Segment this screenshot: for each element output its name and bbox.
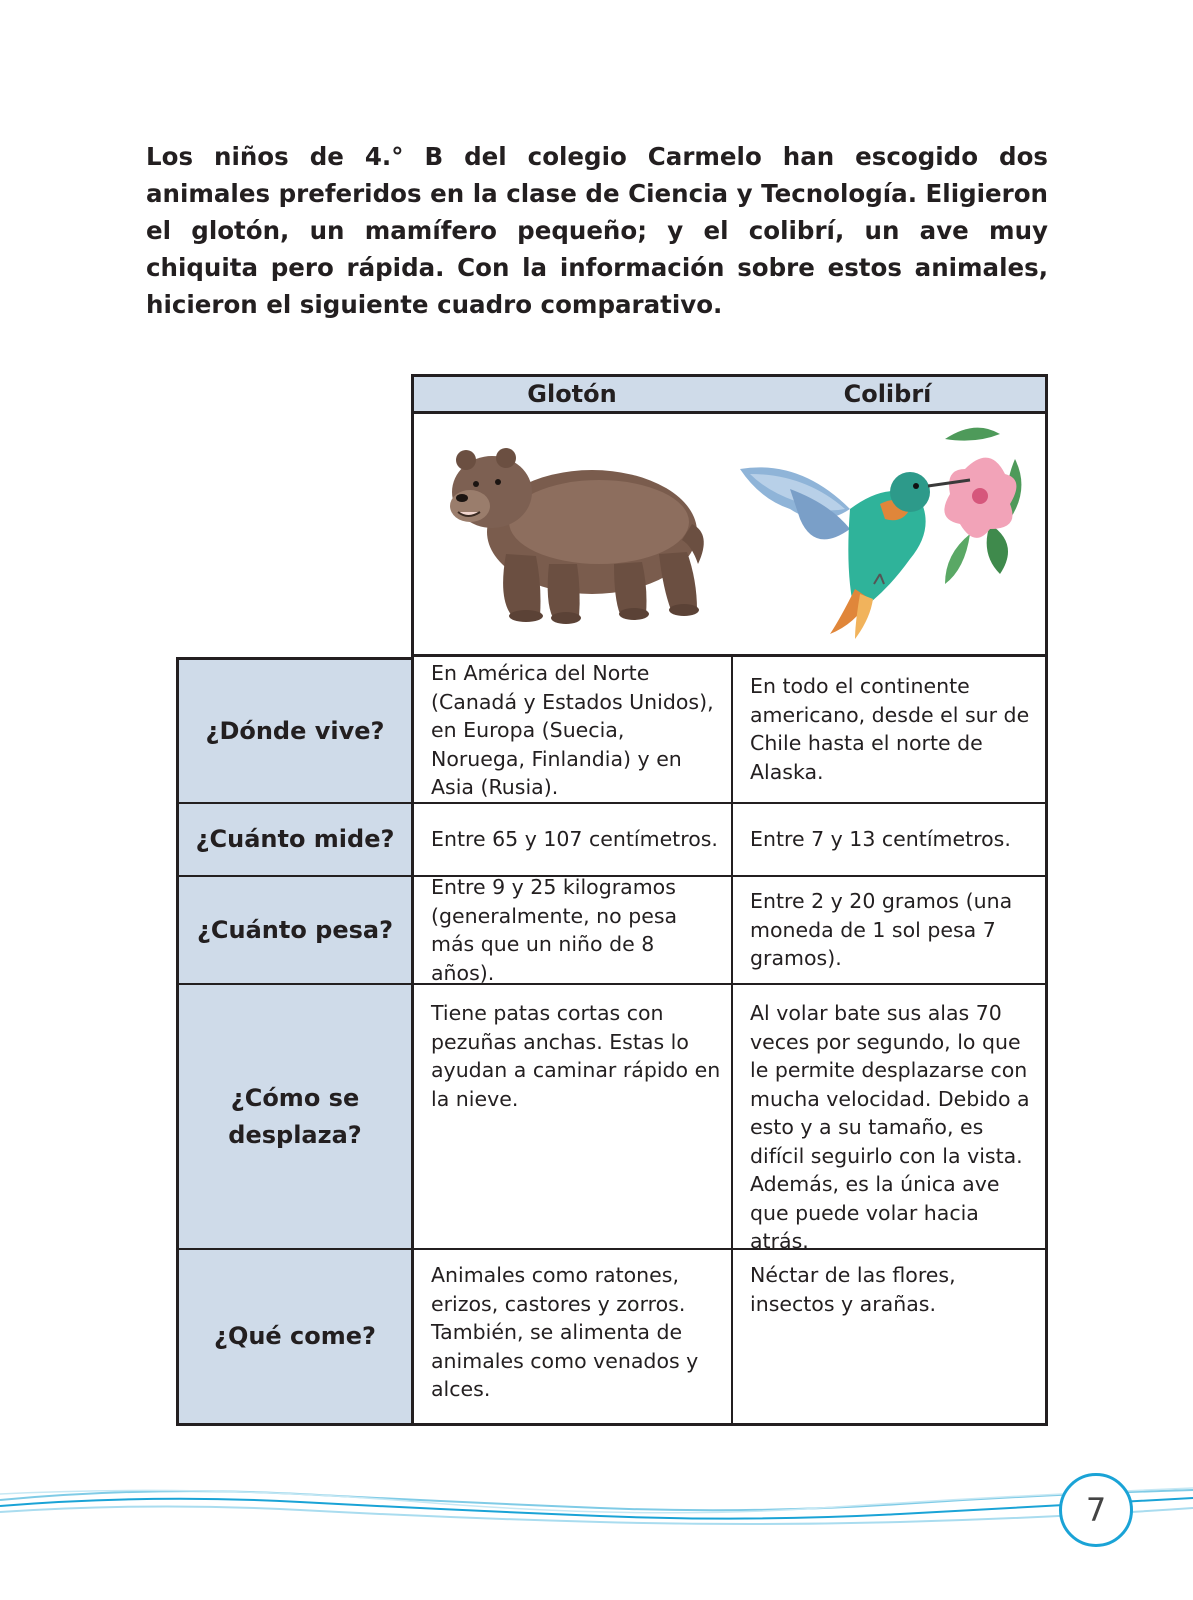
answer-colibri-como-se-desplaza bbox=[733, 985, 1048, 1253]
answer-gloton-cuanto-mide bbox=[414, 804, 733, 877]
answer-colibri-donde-vive-text: En todo el continente americano, desde el sur de Chile hasta el norte de Alaska. bbox=[750, 674, 1030, 784]
answer-gloton-cuanto-pesa bbox=[414, 877, 733, 985]
answer-colibri-cuanto-pesa-text: Entre 2 y 20 gramos (una moneda de 1 sol pesa 7 gramos). bbox=[750, 889, 1013, 971]
page-number: 7 bbox=[1085, 1491, 1107, 1529]
answer-colibri-cuanto-pesa bbox=[733, 877, 1048, 985]
question-como-se-desplaza-label: ¿Cómo se desplaza? bbox=[228, 1083, 362, 1149]
header-colibri-label: Colibrí bbox=[843, 380, 932, 408]
question-donde-vive bbox=[176, 657, 414, 804]
answer-gloton-cuanto-pesa-text: Entre 9 y 25 kilogramos (generalmente, no pesa más que un niño de 8 años). bbox=[431, 875, 678, 985]
answer-gloton-donde-vive-text: En América del Norte (Canadá y Estados Unidos), en Europa (Suecia, Noruega, Finlandia) y en Asia (Rusia). bbox=[431, 661, 714, 799]
answer-colibri-como-se-desplaza-text: Al volar bate sus alas 70 veces por segundo, lo que le permite desplazarse con mucha velocidad. Debido a esto y a su tamaño, es difícil seguirlo con la vista. Además, es la única ave que puede volar hacia atrás. bbox=[750, 1001, 1030, 1253]
answer-gloton-como-se-desplaza bbox=[414, 985, 733, 1250]
decorative-waves bbox=[0, 1470, 1193, 1560]
header-gloton bbox=[411, 374, 733, 414]
hummingbird-illustration bbox=[730, 414, 1045, 654]
answer-gloton-cuanto-mide-text: Entre 65 y 107 centímetros. bbox=[431, 827, 718, 852]
image-cell-colibri bbox=[730, 414, 1048, 657]
wolverine-illustration bbox=[414, 414, 730, 654]
question-cuanto-pesa bbox=[176, 877, 414, 985]
image-cell-gloton bbox=[411, 414, 733, 657]
question-que-come-label: ¿Qué come? bbox=[214, 1322, 376, 1350]
answer-colibri-donde-vive bbox=[733, 657, 1048, 804]
answer-gloton-como-se-desplaza-text: Tiene patas cortas con pezuñas anchas. Estas lo ayudan a caminar rápido en la nieve. bbox=[431, 1001, 721, 1111]
question-cuanto-mide bbox=[176, 804, 414, 877]
answer-gloton-que-come-text: Animales como ratones, erizos, castores y zorros. También, se alimenta de animales como venados y alces. bbox=[431, 1263, 699, 1401]
question-donde-vive-label: ¿Dónde vive? bbox=[205, 716, 385, 745]
answer-colibri-que-come bbox=[733, 1250, 1048, 1426]
question-como-se-desplaza bbox=[176, 985, 414, 1250]
answer-colibri-que-come-text: Néctar de las flores, insectos y arañas. bbox=[750, 1263, 956, 1316]
question-cuanto-mide-label: ¿Cuánto mide? bbox=[195, 825, 395, 853]
question-que-come bbox=[176, 1250, 414, 1426]
answer-colibri-cuanto-mide bbox=[733, 804, 1048, 877]
page-number-badge bbox=[1059, 1473, 1133, 1547]
answer-colibri-cuanto-mide-text: Entre 7 y 13 centímetros. bbox=[750, 827, 1011, 852]
header-colibri bbox=[730, 374, 1048, 414]
header-gloton-label: Glotón bbox=[527, 380, 617, 408]
intro-paragraph: Los niños de 4.° B del colegio Carmelo han escogido dos animales preferidos en la clase de Ciencia y Tecnología. Eligieron el glotón, un mamífero pequeño; y el colibrí, un ave muy chiquita pero rápida. Con la información sobre estos animales, hicieron el siguiente cuadro comparativo. bbox=[146, 142, 1048, 319]
answer-gloton-que-come bbox=[414, 1250, 733, 1426]
question-cuanto-pesa-label: ¿Cuánto pesa? bbox=[196, 915, 394, 944]
answer-gloton-donde-vive bbox=[414, 657, 733, 804]
